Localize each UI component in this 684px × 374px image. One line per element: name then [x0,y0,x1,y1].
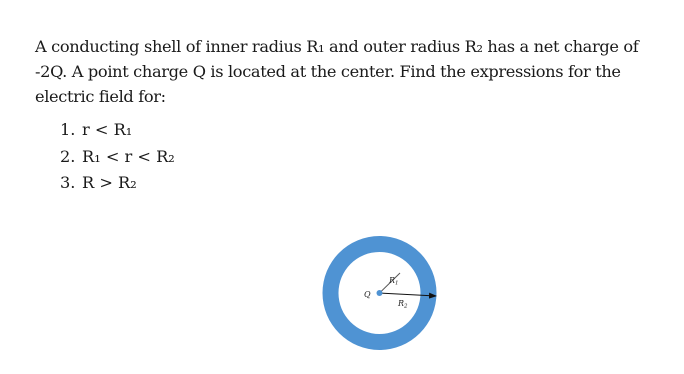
question-part-2 [60,144,175,171]
question-part-3 [60,170,175,197]
inner-radius-letter: R [389,276,396,285]
conducting-shell-figure [300,226,460,371]
charge-label: Q [364,290,371,299]
inner-radius-subscript: 1 [395,280,399,287]
part-condition: R > R₂ [82,173,137,192]
part-condition: R₁ < r < R₂ [82,146,175,166]
question-parts-list [60,117,175,197]
problem-line-1: A conducting shell of inner radius R₁ and outer radius R₂ has a net charge of [35,37,639,56]
part-number: 3. [60,173,76,192]
inner-radius-label [388,276,399,287]
question-part-1 [60,117,175,144]
point-charge-dot [377,290,383,296]
problem-line-3: electric field for: [35,87,166,106]
outer-radius-letter: R [398,299,405,308]
outer-radius-label [397,299,408,310]
problem-statement [35,34,675,109]
shell-diagram [300,226,460,371]
outer-radius-subscript: 2 [404,303,408,310]
part-number: 2. [60,146,76,166]
part-condition: r < R₁ [82,120,133,139]
problem-line-2: -2Q. A point charge Q is located at the center. Find the expressions for the [35,62,621,81]
part-number: 1. [60,120,76,139]
